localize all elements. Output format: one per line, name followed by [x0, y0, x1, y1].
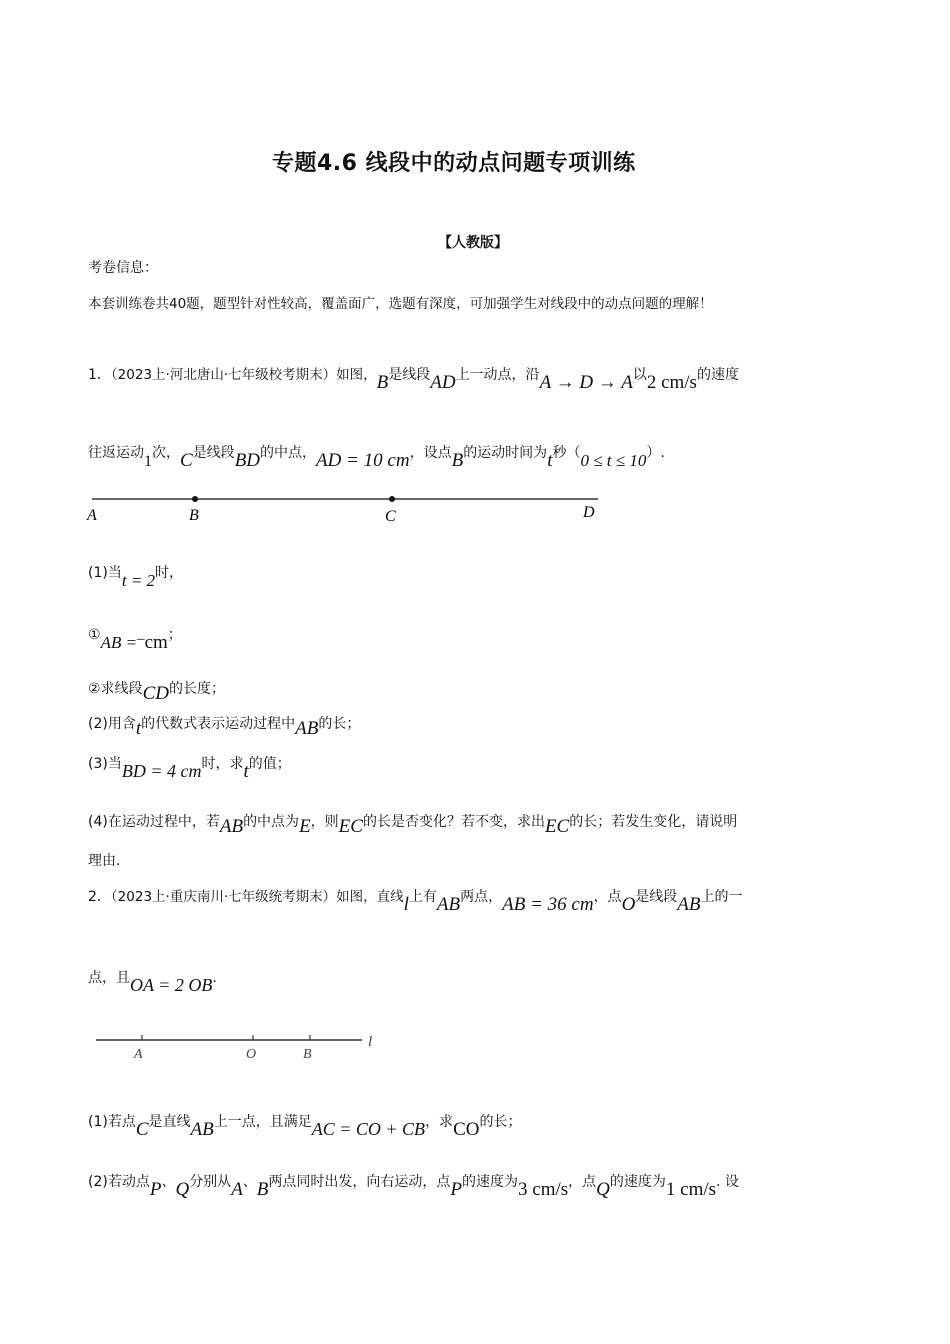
q2-text: ，求 [425, 1114, 454, 1130]
q2-point-o: O [621, 894, 636, 915]
q2-line1 [88, 886, 743, 915]
q1-part1-sub2 [88, 678, 225, 704]
q2-part1 [88, 1110, 522, 1140]
q1-bd-length: BD = 4 cm [121, 761, 202, 781]
q2-text: 上的一 [700, 889, 743, 905]
q1-point-b: B [376, 372, 389, 393]
q1-segment-ad: AD [430, 372, 456, 393]
q2-point-q: Q [175, 1179, 190, 1200]
q2-text: (2)若动点 [88, 1174, 150, 1190]
q1-line2 [88, 442, 665, 471]
q2-fig-label-l: l [368, 1034, 373, 1050]
q2-point-b: B [256, 1179, 269, 1200]
q1-text: (4)在运动过程中，若 [88, 814, 220, 830]
q1-text: 的速度 [696, 367, 739, 383]
q2-oa-relation: OA = 2 OB [130, 975, 213, 995]
q1-unit: cm [144, 632, 168, 653]
q1-text: 是线段 [192, 445, 235, 461]
q2-line2 [88, 966, 217, 995]
q1-text: ； [167, 627, 182, 643]
q2-text: . 设 [716, 1174, 739, 1190]
q2-source: （2023上·重庆南川·七年级统考期末）如图，直线 [110, 889, 404, 905]
q1-part4 [88, 811, 738, 837]
q1-dot-b [192, 496, 198, 502]
q1-text: 上一动点，沿 [455, 367, 540, 383]
edition-label: 【人教版】 [438, 235, 508, 251]
q1-segment-bd: BD [234, 450, 261, 471]
q2-ac-relation: AC = CO + CB [311, 1119, 426, 1139]
q2-part2 [88, 1171, 739, 1200]
q1-text: 的长； [318, 716, 361, 732]
q2-text: (1)若点 [88, 1114, 136, 1130]
q2-segment-ab: AB [436, 894, 461, 915]
q1-fig-label-a: A [87, 507, 97, 524]
q1-figure [80, 485, 620, 530]
q1-range: 0 ≤ t ≤ 10 [580, 451, 647, 470]
q2-text: 的长； [479, 1114, 522, 1130]
q2-text: 是直线 [148, 1114, 191, 1130]
q2-speed-q: 1 cm/s [665, 1179, 717, 1200]
q1-line1 [88, 364, 739, 393]
q1-text: 的中点为 [243, 814, 300, 830]
q1-point-b: B [451, 450, 464, 471]
q2-segment-co: CO [453, 1119, 480, 1140]
q1-text: 往返运动 [88, 445, 144, 461]
q1-part4-cont: 理由. [88, 853, 121, 869]
q2-segment-ab: AB [190, 1119, 214, 1140]
q1-part1 [88, 562, 184, 590]
q1-text: 的长是否变化？若不变，求出 [362, 814, 545, 830]
q2-point-p: P [149, 1179, 162, 1200]
q2-ab-length: AB = 36 cm [502, 894, 594, 915]
q1-segment-cd: CD [142, 683, 169, 704]
q1-fig-label-c: C [385, 508, 396, 525]
q1-text: 秒（ [552, 445, 581, 461]
q1-text: 的代数式表示运动过程中 [141, 716, 296, 732]
q2-text: 分别从 [189, 1174, 232, 1190]
q1-text: 的中点， [260, 445, 317, 461]
q2-point-p: P [450, 1179, 463, 1200]
q2-text: 、 [161, 1174, 176, 1190]
q2-text: ，点 [593, 889, 622, 905]
q2-point-c: C [135, 1119, 149, 1140]
q1-fig-label-d: D [583, 504, 595, 521]
q1-text: 以 [632, 367, 647, 383]
q1-ab-expression: AB = [100, 633, 138, 652]
q1-text: ，则 [310, 814, 339, 830]
q1-t-value: t = 2 [121, 571, 156, 590]
q1-speed: 2 cm/s [646, 372, 697, 393]
q2-point-a: A [231, 1179, 243, 1200]
q1-text: 的运动时间为 [463, 445, 548, 461]
q1-count: 1 [144, 453, 152, 470]
q1-text: 的长；若发生变化，请说明 [569, 814, 738, 830]
q1-answer-blank: _ [137, 626, 145, 642]
q2-text: . [212, 970, 217, 986]
q2-text: 的速度为 [609, 1174, 666, 1190]
q2-point-q: Q [596, 1179, 610, 1200]
q1-source: （2023上·河北唐山·七年级校考期末）如图， [110, 367, 377, 383]
q1-ad-length: AD = 10 cm [316, 450, 410, 471]
q2-text: 的速度为 [462, 1174, 519, 1190]
q2-text: 两点， [460, 889, 503, 905]
q1-text: (1)当 [88, 565, 122, 581]
q1-part2 [88, 713, 361, 739]
q2-segment-ab: AB [677, 894, 701, 915]
q1-text: (2)用含 [88, 716, 136, 732]
q2-speed-p: 3 cm/s [518, 1179, 569, 1200]
q1-text: ）. [646, 445, 665, 461]
q2-text: 两点同时出发，向右运动，点 [268, 1174, 451, 1190]
q2-number: 2． [88, 889, 111, 905]
q1-text: 时，求 [201, 756, 244, 772]
q1-text: ②求线段 [88, 681, 143, 697]
q2-fig-label-b: B [303, 1047, 312, 1062]
q1-part1-sub1 [88, 624, 182, 653]
page-title: 专题4.6 线段中的动点问题专项训练 [272, 151, 636, 176]
q1-time-var: t [547, 450, 553, 471]
info-label: 考卷信息： [88, 260, 158, 276]
q1-dot-c [389, 496, 395, 502]
q2-line-l: l [403, 894, 409, 915]
q1-text: 时， [155, 565, 184, 581]
q1-text: 的长度； [168, 681, 225, 697]
q1-segment-ec: EC [544, 816, 570, 837]
q1-text: 是线段 [388, 367, 431, 383]
q2-fig-label-o: O [246, 1047, 257, 1062]
q2-fig-label-a: A [134, 1047, 143, 1062]
q2-text: 点，且 [88, 970, 130, 986]
q1-text: (3)当 [88, 756, 122, 772]
q1-point-c: C [180, 450, 193, 471]
q1-circle-number: ① [88, 627, 101, 643]
q2-text: 上有 [408, 889, 437, 905]
q1-fig-label-b: B [189, 507, 199, 524]
q1-segment-ec: EC [338, 816, 363, 837]
q1-segment-ab: AB [219, 816, 244, 837]
q1-time-var: t [135, 718, 142, 739]
q1-text: ，设点 [409, 445, 452, 461]
q2-figure [90, 1030, 390, 1065]
q1-point-e: E [299, 816, 311, 837]
q2-text: 是线段 [635, 889, 678, 905]
intro-text: 本套训练卷共40题，题型针对性较高，覆盖面广，选题有深度，可加强学生对线段中的动点问题的理解！ [88, 296, 713, 312]
q1-text: 的值； [248, 756, 291, 772]
q1-path: A → D → A [539, 372, 633, 393]
q2-text: 、 [242, 1174, 257, 1190]
q2-text: ，点 [568, 1174, 597, 1190]
q1-text: 次， [152, 445, 180, 461]
q1-number: 1． [88, 367, 111, 383]
q2-text: 上一点，且满足 [213, 1114, 312, 1130]
q1-part3 [88, 752, 291, 782]
q1-time-var: t [243, 761, 249, 782]
q1-segment-ab: AB [295, 718, 319, 739]
